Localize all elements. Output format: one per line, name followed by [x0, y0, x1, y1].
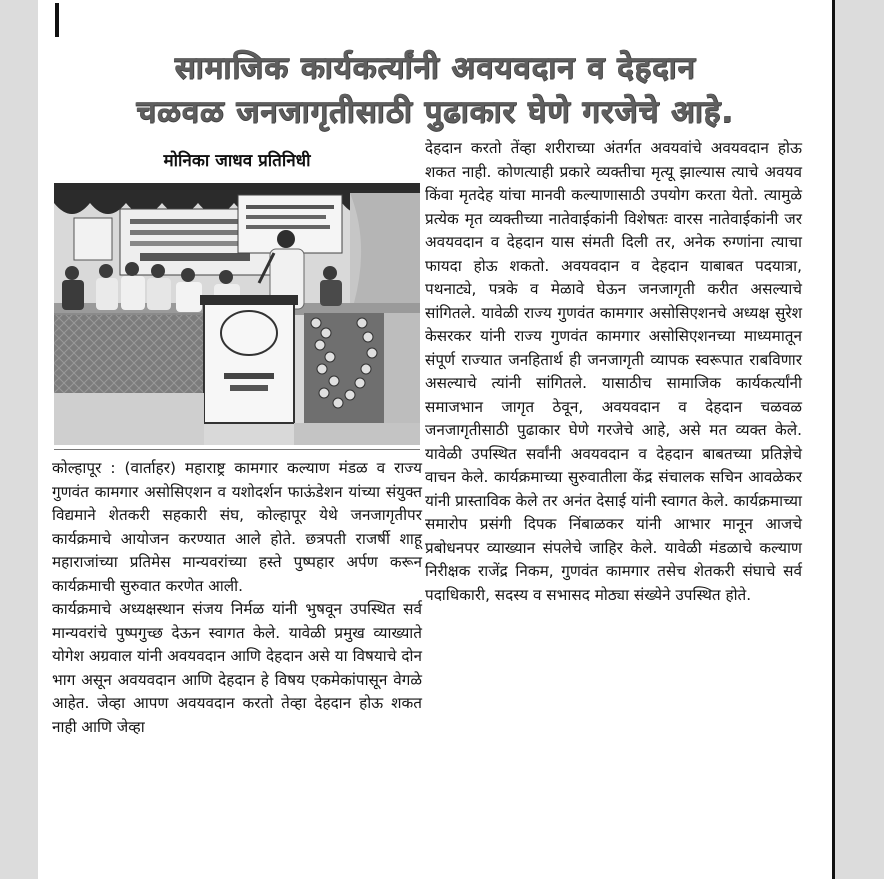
article-left-column — [52, 457, 422, 739]
paragraph-3: देहदान करतो तेंव्हा शरीराच्या अंतर्गत अवयवांचे अवयवदान होऊ शकत नाही. कोणत्याही प्रकारे व्यक्तीचा मृत्यू झाल्यास त्याचे अवयव किंवा मृतदेह यांचा मानवी कल्याणासाठी उपयोग करता येतो. त्यामुळे प्रत्येक मृत व्यक्तीच्या नातेवाईकांनी विशेषतः वारस नातेवाईकांनी जर अवयवदान व देहदान यास संमती दिली तर, अनेक रुग्णांना त्याचा फायदा होऊ शकतो. अवयवदान व देहदान याबाबत पदयात्रा, पथनाट्ये, पत्रके व मेळावे घेऊन जनजागृती करीत असल्याचे सांगितले. यावेळी राज्य गुणवंत कामगार असोसिएशनचे अध्यक्ष सुरेश केसरकर यांनी राज्य गुणवंत कामगार असोसिएशनच्या माध्यमातून संपूर्ण राज्यात जनहितार्थ ही जनजागृती व्यापक स्वरूपात राबविणार असल्याचे त्यांनी सांगितले. यासाठीच सामाजिक कार्यकर्त्यांनी समाजभान जागृत ठेवून, अवयवदान व देहदान चळवळ जनजागृतीसाठी पुढाकार घेणे गरजेचे आहे, असे मत व्यक्त केले. यावेळी उपस्थित सर्वांनी अवयवदान व देहदान बाबतच्या प्रतिज्ञेचे वाचन केले. कार्यक्रमाच्या सुरुवातीला केंद्र संचालक सचिन आवळेकर यांनी प्रास्ताविक केले तर अनंत देसाई यांनी स्वागत केले. कार्यक्रमाच्या समारोप प्रसंगी दिपक निंबाळकर यांनी आभार मानून आजचे प्रबोधनपर व्याख्यान संपलेचे जाहिर केले. यावेळी मंडळाचे कल्याण निरीक्षक राजेंद्र निकम, गुणवंत कामगार तसेच शेतकरी संघाचे सर्व पदाधिकारी, सदस्य व सभासद मोठ्या संख्येने उपस्थित होते. — [425, 139, 802, 604]
article-right-column — [425, 137, 802, 607]
paragraph-2: कार्यक्रमाचे अध्यक्षस्थान संजय निर्मळ यांनी भुषवून उपस्थित सर्व मान्यवरांचे पुष्पगुच्छ देऊन स्वागत केले. यावेळी प्रमुख व्याख्याते योगेश अग्रवाल यांनी अवयवदान आणि देहदान असे या विषयाचे दोन भाग असून अवयवदान आणि देहदान हे विषय एकमेकांपासून वेगळे आहेत. जेव्हा आपण अवयवदान करतो तेव्हा देहदान होऊ शकत नाही आणि जेव्हा — [52, 600, 422, 736]
headline-line-1: सामाजिक कार्यकर्त्यांनी अवयवदान व देहदान — [174, 50, 696, 86]
page-edge-line — [832, 0, 835, 879]
headline-line-2: चळवळ जनजागृतीसाठी पुढाकार घेणे गरजेचे आहे. — [136, 94, 734, 130]
paragraph-1: कोल्हापूर : (वार्ताहर) महाराष्ट्र कामगार कल्याण मंडळ व राज्य गुणवंत कामगार असोसिएशन व यशोदर्शन फाऊंडेशन यांच्या संयुक्त विद्यमाने शेतकरी सहकारी संघ, कोल्हापूर येथे जनजागृतीपर कार्यक्रमाचे आयोजन करण्यात आले होते. छत्रपती राजर्षी शाहू महाराजांच्या प्रतिमेस मान्यवरांच्या हस्ते पुष्पहार अर्पण करून कार्यक्रमाची सुरुवात करणेत आली. — [52, 459, 422, 595]
byline: मोनिका जाधव प्रतिनिधी — [163, 151, 311, 171]
clipping-corner-mark — [55, 3, 59, 37]
event-photo — [54, 183, 420, 445]
event-photo-illustration — [54, 183, 420, 445]
photo-divider — [54, 449, 420, 450]
